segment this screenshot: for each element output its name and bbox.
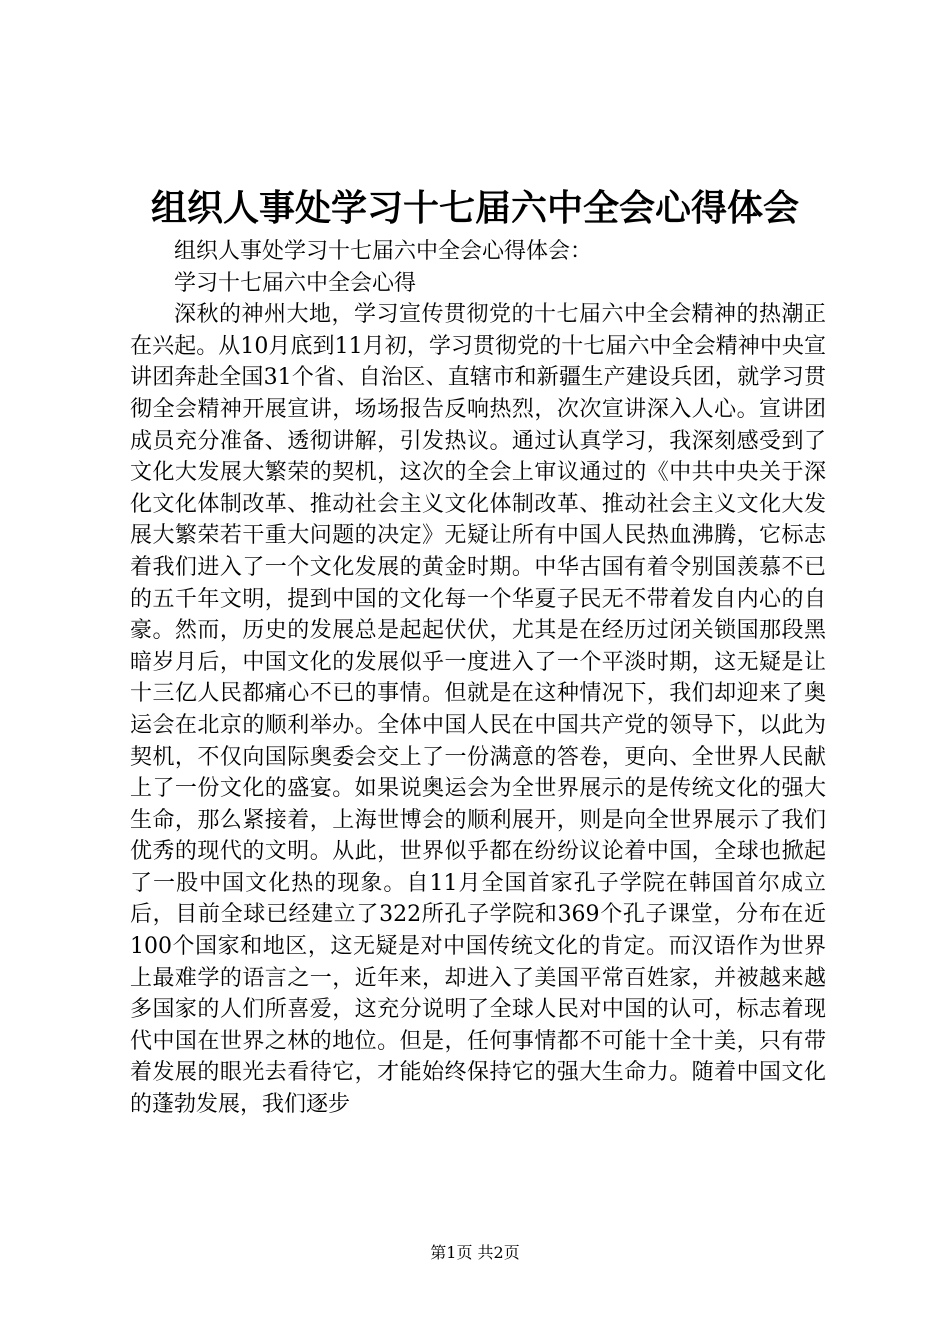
page-indicator: 第1页 共2页	[430, 1243, 520, 1262]
page-footer	[0, 1242, 950, 1264]
paragraph-subtitle: 组织人事处学习十七届六中全会心得体会：	[174, 239, 593, 264]
document-body	[130, 236, 826, 1121]
document-title: 组织人事处学习十七届六中全会心得体会	[150, 187, 799, 229]
paragraph-heading: 学习十七届六中全会心得	[174, 270, 417, 296]
paragraph-main: 深秋的神州大地，学习宣传贯彻党的十七届六中全会精神的热潮正在兴起。从10月底到11月初，学习贯彻党的十七届六中全会精神中央宣讲团奔赴全国31个省、自治区、直辖市和新疆生产建设兵团，就学习贯彻全会精神开展宣讲，场场报告反响热烈，次次宣讲深入人心。宣讲团成员充分准备、透彻讲解，引发热议。通过认真学习，我深刻感受到了文化大发展大繁荣的契机，这次的全会上审议通过的《中共中央关于深化文化体制改革、推动社会主义文化体制改革、推动社会主义文化大发展大繁荣若干重大问题的决定》无疑让所有中国人民热血沸腾，它标志着我们进入了一个文化发展的黄金时期。中华古国有着令别国羡慕不已的五千年文明，提到中国的文化每一个华夏子民无不带着发自内心的自豪。然而，历史的发展总是起起伏伏，尤其是在经历过闭关锁国那段黑暗岁月后，中国文化的发展似乎一度进入了一个平淡时期，这无疑是让十三亿人民都痛心不已的事情。但就是在这种情况下，我们却迎来了奥运会在北京的顺利举办。全体中国人民在中国共产党的领导下，以此为契机，不仅向国际奥委会交上了一份满意的答卷，更向、全世界人民献上了一份文化的盛宴。如果说奥运会为全世界展示的是传统文化的强大生命，那么紧接着，上海世博会的顺利展开，则是向全世界展示了我们优秀的现代的文明。从此，世界似乎都在纷纷议论着中国，全球也掀起了一股中国文化热的现象。自11月全国首家孔子学院在韩国首尔成立后，目前全球已经建立了322所孔子学院和369个孔子课堂，分布在近100个国家和地区，这无疑是对中国传统文化的肯定。而汉语作为世界上最难学的语言之一，近年来，却进入了美国平常百姓家，并被越来越多国家的人们所喜爱，这充分说明了全球人民对中国的认可，标志着现代中国在世界之林的地位。但是，任何事情都不可能十全十美，只有带着发展的眼光去看待它，才能始终保持它的强大生命力。随着中国文化的蓬勃发展，我们逐步	[130, 302, 826, 1118]
